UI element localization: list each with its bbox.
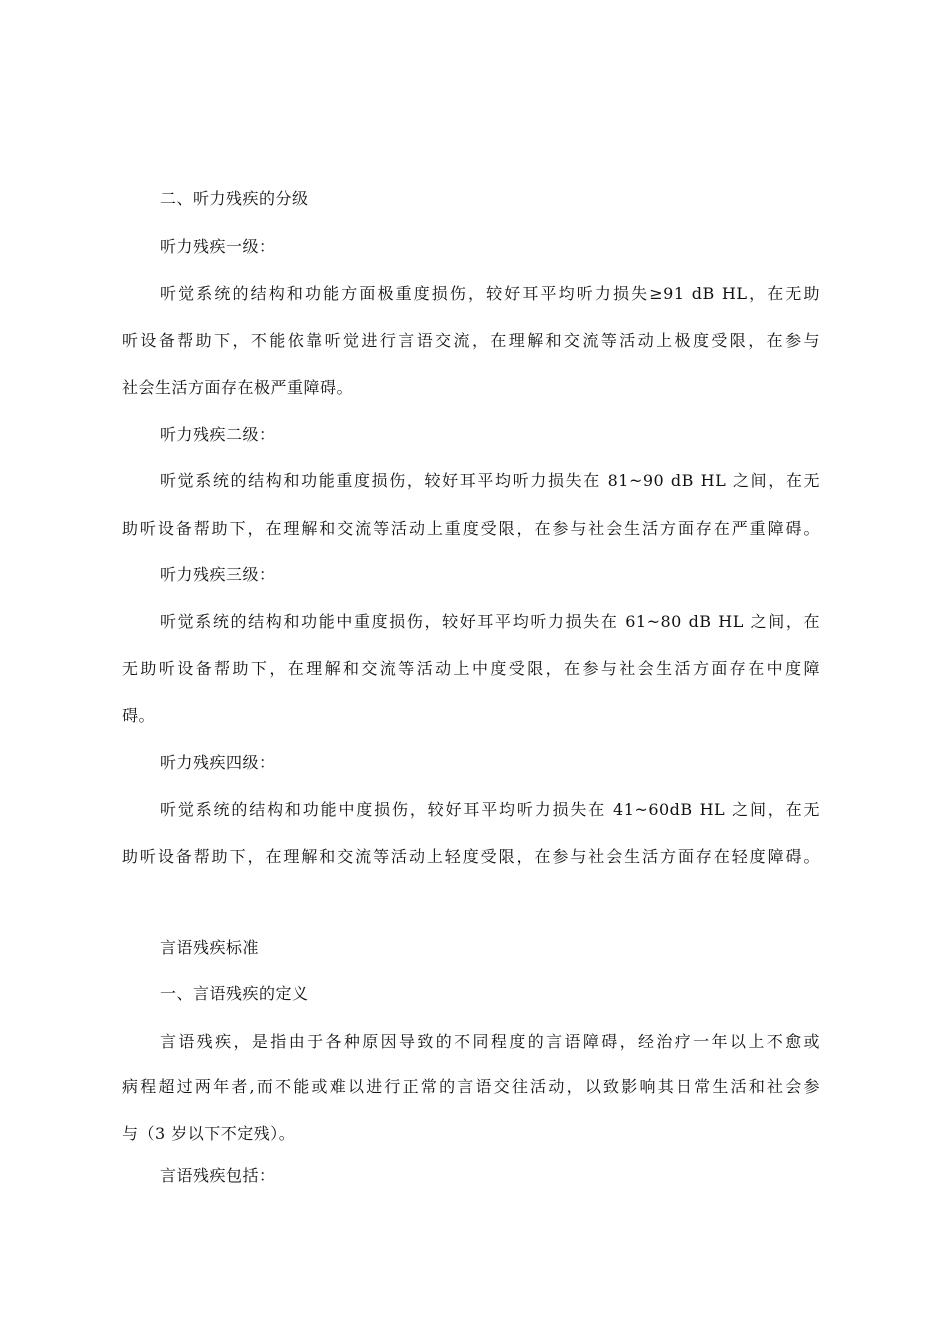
speech-includes-label: 言语残疾包括： (160, 1166, 276, 1185)
speech-definition-line-3: 与（3 岁以下不定残）。 (122, 1124, 296, 1143)
level-2-line-2: 助听设备帮助下，在理解和交流等活动上重度受限，在参与社会生活方面存在严重障碍。 (122, 519, 820, 538)
level-1-line-1: 听觉系统的结构和功能方面极重度损伤，较好耳平均听力损失≥91 dB HL，在无助 (160, 284, 820, 303)
speech-standard-title: 言语残疾标准 (160, 938, 260, 957)
level-title-3: 听力残疾三级： (160, 565, 276, 584)
level-title-4: 听力残疾四级： (160, 753, 276, 772)
speech-definition-heading: 一、言语残疾的定义 (160, 984, 309, 1003)
level-1-line-2: 听设备帮助下，不能依靠听觉进行言语交流，在理解和交流等活动上极度受限，在参与 (122, 331, 820, 350)
section-heading-hearing-grading: 二、听力残疾的分级 (160, 189, 309, 208)
speech-definition-line-2: 病程超过两年者,而不能或难以进行正常的言语交往活动，以致影响其日常生活和社会参 (122, 1077, 820, 1096)
level-3-line-1: 听觉系统的结构和功能中重度损伤，较好耳平均听力损失在 61~80 dB HL 之间，在 (160, 612, 820, 631)
level-3-line-2: 无助听设备帮助下，在理解和交流等活动上中度受限，在参与社会生活方面存在中度障 (122, 659, 820, 678)
level-title-2: 听力残疾二级： (160, 425, 276, 444)
level-3-line-3: 碍。 (122, 706, 156, 725)
level-title-1: 听力残疾一级： (160, 237, 276, 256)
level-4-line-2: 助听设备帮助下，在理解和交流等活动上轻度受限，在参与社会生活方面存在轻度障碍。 (122, 847, 820, 866)
level-4-line-1: 听觉系统的结构和功能中度损伤，较好耳平均听力损失在 41~60dB HL 之间，在无 (160, 800, 820, 819)
level-1-line-3: 社会生活方面存在极严重障碍。 (122, 378, 354, 397)
speech-definition-line-1: 言语残疾，是指由于各种原因导致的不同程度的言语障碍，经治疗一年以上不愈或 (160, 1032, 820, 1051)
level-2-line-1: 听觉系统的结构和功能重度损伤，较好耳平均听力损失在 81~90 dB HL 之间，在无 (160, 471, 820, 490)
